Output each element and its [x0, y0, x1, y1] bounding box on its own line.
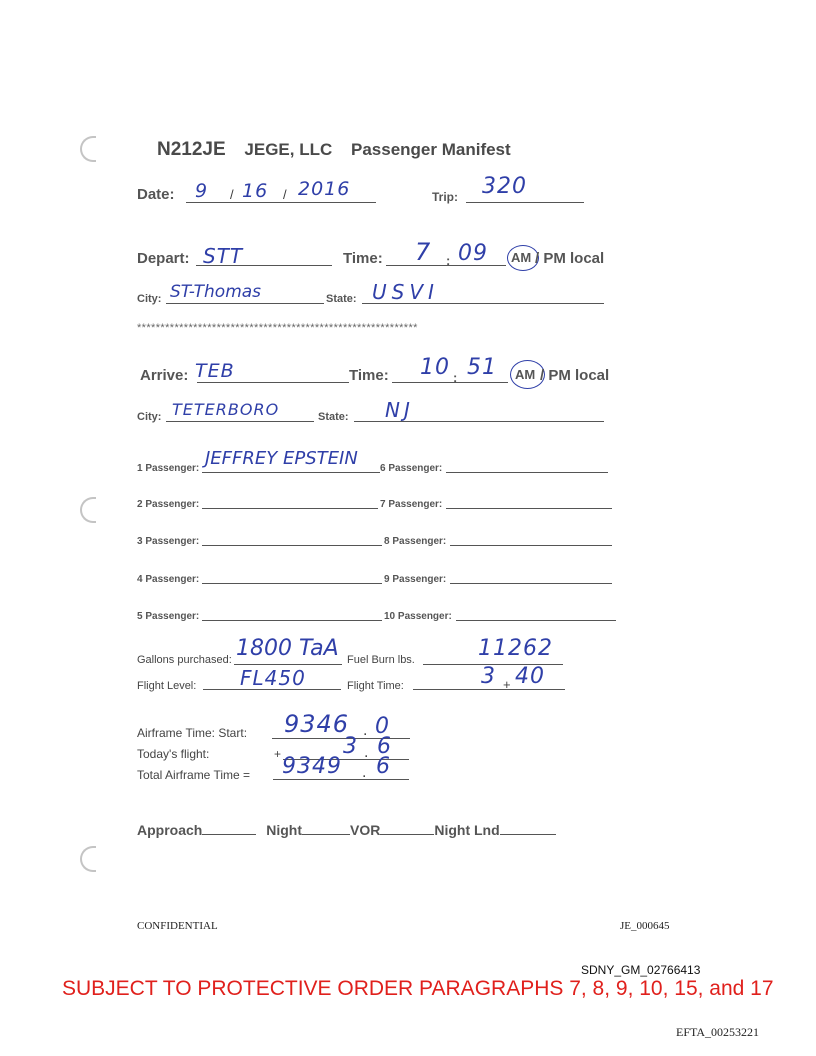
total-airframe-decimal: 6 [376, 754, 391, 779]
passenger-9-number: 9 [384, 574, 390, 585]
date-month: 9 [195, 180, 209, 202]
todays-flight-decimal: 6 [377, 734, 392, 759]
passenger-7-text: Passenger: [388, 499, 443, 510]
company-name: JEGE, LLC [244, 140, 333, 159]
punch-hole-middle [80, 497, 96, 523]
passenger-6-label [380, 463, 442, 474]
depart-hour: 7 [415, 238, 432, 266]
flight-time-label: Flight Time: [347, 680, 404, 692]
passenger-3-text: Passenger: [145, 536, 200, 547]
arrive-state: NJ [385, 398, 414, 422]
bates-sdny: SDNY_GM_02766413 [581, 963, 701, 977]
separator: ************************************************************ [137, 322, 418, 334]
airframe-start-decimal: 0 [375, 714, 390, 739]
depart-time-label: Time: [343, 250, 383, 267]
todays-flight-plus: + [274, 747, 282, 761]
depart-city: ST-Thomas [170, 282, 262, 302]
passenger-10-number: 10 [384, 611, 396, 622]
approach-row [137, 822, 556, 838]
total-airframe-value: 9349 [282, 754, 342, 779]
gallons-label: Gallons purchased: [137, 654, 232, 666]
trip-number: 320 [482, 174, 527, 199]
total-airframe-label: Total Airframe Time = [137, 768, 251, 782]
depart-pm-local: / PM local [535, 250, 605, 267]
depart-state-label: State: [326, 293, 357, 305]
arrive-time-label: Time: [349, 367, 389, 384]
fuel-burn-label: Fuel Burn lbs. [347, 654, 415, 666]
passenger-6-number: 6 [380, 463, 386, 474]
form-title: Passenger Manifest [351, 140, 511, 159]
passenger-1-label [137, 463, 199, 474]
todays-flight-label: Today's flight: [137, 747, 210, 761]
arrive-city-label: City: [137, 411, 162, 423]
punch-hole-bottom [80, 846, 96, 872]
arrive-state-label: State: [318, 411, 349, 423]
approach-label: Approach [137, 822, 203, 838]
passenger-5-number: 5 [137, 611, 143, 622]
passenger-1-text: Passenger: [145, 463, 200, 474]
passenger-8-label [384, 536, 446, 547]
arrive-code: TEB [195, 360, 235, 382]
passenger-4-label [137, 574, 199, 585]
date-label: Date: [137, 186, 175, 203]
flight-time-minutes: 40 [515, 664, 545, 689]
arrive-label: Arrive: [140, 367, 189, 384]
depart-label: Depart: [137, 250, 190, 267]
todays-flight-value: 3 [343, 734, 358, 759]
passenger-9-label [384, 574, 446, 585]
passenger-6-text: Passenger: [388, 463, 443, 474]
confidential-label: CONFIDENTIAL [137, 920, 218, 932]
vor-label: VOR [350, 822, 381, 838]
depart-code: STT [203, 244, 244, 268]
form-header [157, 139, 511, 161]
passenger-4-number: 4 [137, 574, 143, 585]
passenger-1-name: JEFFREY EPSTEIN [205, 448, 358, 469]
passenger-4-text: Passenger: [145, 574, 200, 585]
depart-minute: 09 [458, 241, 488, 266]
passenger-3-number: 3 [137, 536, 143, 547]
flight-level-value: FL450 [240, 666, 306, 690]
passenger-10-label [384, 611, 452, 622]
passenger-5-label [137, 611, 199, 622]
night-lnd-label: Night Lnd [434, 822, 500, 838]
passenger-2-text: Passenger: [145, 499, 200, 510]
passenger-5-text: Passenger: [145, 611, 200, 622]
arrive-minute: 51 [467, 355, 497, 380]
gallons-value: 1800 TaA [236, 636, 339, 661]
night-label: Night [266, 822, 302, 838]
protective-order-notice: SUBJECT TO PROTECTIVE ORDER PARAGRAPHS 7, 8, 9, 10, 15, and 17 [62, 977, 774, 1000]
arrive-am: AM [515, 367, 536, 382]
depart-city-label: City: [137, 293, 162, 305]
passenger-9-text: Passenger: [392, 574, 447, 585]
passenger-7-number: 7 [380, 499, 386, 510]
punch-hole-top [80, 136, 96, 162]
date-year: 2016 [298, 178, 351, 200]
depart-state: USVI [372, 280, 439, 304]
depart-am: AM [511, 250, 532, 265]
passenger-7-label [380, 499, 442, 510]
passenger-3-label [137, 536, 199, 547]
flight-time-hours: 3 [481, 664, 496, 689]
trip-label: Trip: [432, 190, 458, 204]
airframe-start-label: Airframe Time: Start: [137, 726, 248, 740]
passenger-2-label [137, 499, 199, 510]
passenger-8-text: Passenger: [392, 536, 447, 547]
fuel-burn-value: 11262 [478, 636, 553, 661]
arrive-city: TETERBORO [172, 400, 280, 419]
flight-level-label: Flight Level: [137, 680, 197, 692]
arrive-hour: 10 [420, 355, 450, 380]
passenger-8-number: 8 [384, 536, 390, 547]
bates-je: JE_000645 [620, 920, 670, 932]
passenger-1-number: 1 [137, 463, 143, 474]
tail-number: N212JE [157, 139, 226, 160]
airframe-start-value: 9346 [284, 710, 350, 738]
passenger-10-text: Passenger: [397, 611, 452, 622]
arrive-pm-local: / PM local [540, 367, 610, 384]
date-day: 16 [242, 180, 269, 202]
efta-number: EFTA_00253221 [676, 1025, 760, 1039]
passenger-2-number: 2 [137, 499, 143, 510]
